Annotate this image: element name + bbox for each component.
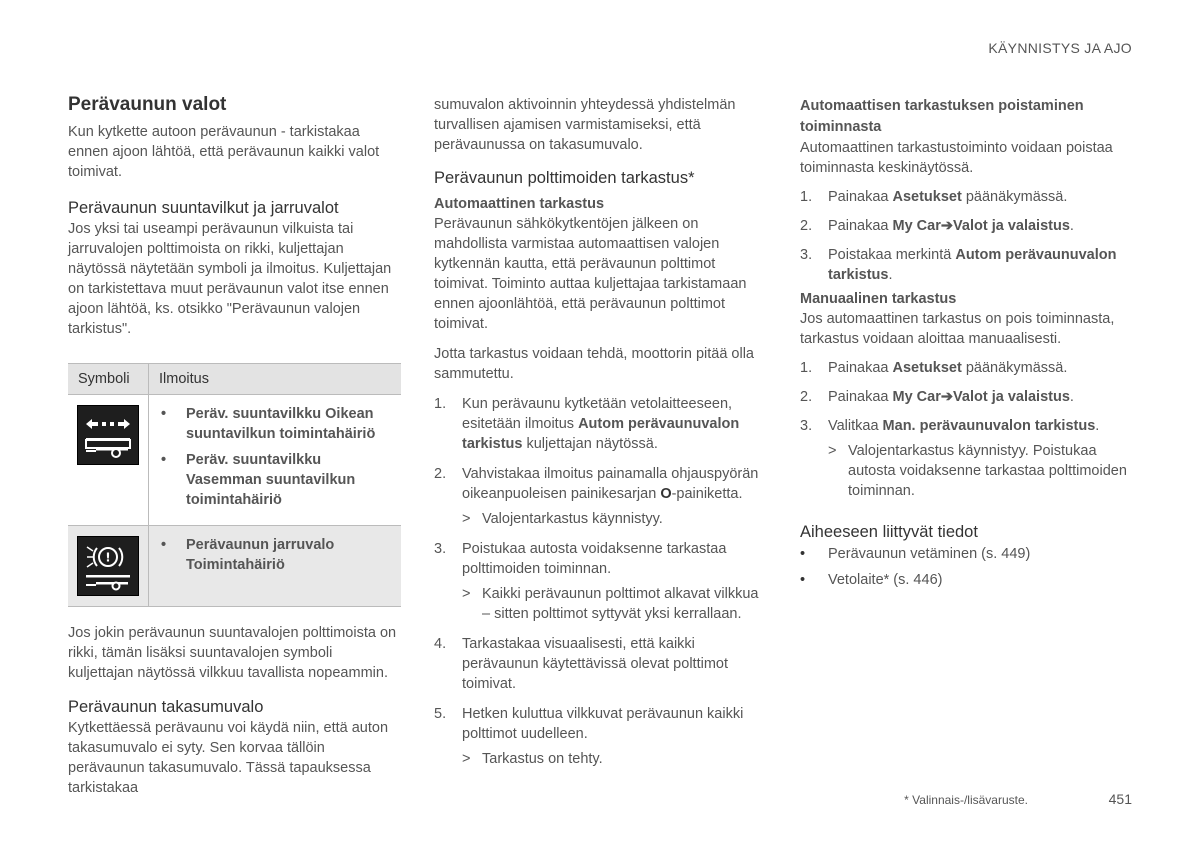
fog-light-text: Kytkettäessä perävaunu voi käydä niin, että auton takasumuvalo ei syty. Sen korvaa tällöin perävaunun takasumuvalo. Tässä tapauksessa tarkistakaa [68,720,389,796]
related-links [800,544,1130,590]
message-cell [149,395,402,526]
engine-note: Jotta tarkastus voidaan tehdä, moottorin pitää olla sammutettu. [434,346,754,382]
manual-check-text: Jos automaattinen tarkastus on pois toiminnasta, tarkastus voidaan aloittaa manuaalisesti. [800,311,1115,347]
step-item: 3. Poistakaa merkintä Autom perävaunuvalon tarkistus. [800,247,1117,283]
message-item: • Peräv. suuntavilkku Oikean suuntavilkun toimintahäiriö [158,404,390,444]
table-row [68,395,401,526]
step-item: 3. Valitkaa Man. perävaunuvalon tarkistus. > Valojentarkastus käynnistyy. Poistukaa autosta voidaksenne tarkastaa polttimoiden toiminnan. [800,416,1130,501]
step-item: 1. Kun perävaunu kytketään vetolaitteeseen, esitetään ilmoitus Autom perävaunuvalon tarkistus kuljettajan näytössä. [434,396,740,452]
column-3 [800,96,1130,596]
manual-check-heading: Manuaalinen tarkastus [800,291,957,307]
step-item: 1. Painakaa Asetukset päänäkymässä. [800,360,1068,376]
table-header-message: Ilmoitus [149,364,402,395]
related-link[interactable]: • Perävaunun vetäminen (s. 449) [800,546,1031,562]
step-result: > Kaikki perävaunun polttimot alkavat vilkkua – sitten polttimot syttyvät yksi kerrallaan. [462,586,759,622]
related-link[interactable]: • Vetolaite* (s. 446) [800,572,943,588]
symbol-table [68,363,401,607]
step-result: > Valojentarkastus käynnistyy. Poistukaa autosta voidaksenne tarkastaa polttimoiden toiminnan. [828,443,1127,499]
manual-steps [800,358,1130,501]
step-item: 1. Painakaa Asetukset päänäkymässä. [800,189,1068,205]
fog-light-heading: Perävaunun takasumuvalo [68,698,264,716]
table-row [68,526,401,607]
continued-text: sumuvalon aktivoinnin yhteydessä yhdistelmän turvallisen ajamisen varmistamiseksi, että perävaunussa on takasumuvalo. [434,97,736,153]
section-header: KÄYNNISTYS JA AJO [988,40,1132,56]
symbol-cell [68,526,149,607]
symbol-cell [68,395,149,526]
step-item: 2. Painakaa My Car➔Valot ja valaistus. [800,218,1074,234]
page-title: Perävaunun valot [68,94,227,115]
message-item: • Perävaunun jarruvalo Toimintahäiriö [158,535,390,575]
message-cell [149,526,402,607]
check-steps [434,394,760,769]
step-result: > Tarkastus on tehty. [462,751,603,767]
step-item: 2. Painakaa My Car➔Valot ja valaistus. [800,389,1074,405]
disable-auto-heading: Automaattisen tarkastuksen poistaminen toiminnasta [800,98,1084,135]
arrow-right-icon: ➔ [940,218,954,234]
table-header-symbol: Symboli [68,364,149,395]
related-heading: Aiheeseen liittyvät tiedot [800,523,978,541]
step-result: > Valojentarkastus käynnistyy. [462,511,663,527]
turn-brake-heading: Perävaunun suuntavilkut ja jarruvalot [68,199,339,217]
step-item: 3. Poistukaa autosta voidaksenne tarkastaa polttimoiden toiminnan. > Kaikki perävaunun polttimot alkavat vilkkua – sitten polttimot syttyvät yksi kerrallaan. [434,541,759,622]
column-1 [68,92,401,798]
turn-brake-text: Jos yksi tai useampi perävaunun vilkuista tai jarruvalojen polttimoista on rikki, kuljettajan näytössä näytetään symboli ja ilmoitus. Kuljettajan on tarkistettava muut perävaunun valot itse ennen ajoon lähtöä, ks. otsikko "Perävaunun valojen tarkistus". [68,221,392,337]
page-number: 451 [1108,791,1132,807]
auto-check-text: Perävaunun sähkökytkentöjen jälkeen on mahdollista varmistaa automaattisen valojen kytkennän kautta, että perävaunun polttimot toimivat. Toiminto auttaa kuljettajaa tarkistamaan ennen ajoonlähtöä, että perävaunun polttimot toimivat. [434,216,747,332]
bulb-check-heading: Perävaunun polttimoiden tarkastus* [434,169,695,187]
step-item: 4. Tarkastakaa visuaalisesti, että kaikki perävaunun käytettävissä olevat polttimot toimivat. [434,636,728,692]
disable-auto-text: Automaattinen tarkastustoiminto voidaan poistaa toiminnasta keskinäytössä. [800,140,1113,176]
svg-text:!: ! [105,550,111,565]
auto-check-heading: Automaattinen tarkastus [434,196,605,212]
after-table-text: Jos jokin perävaunun suuntavalojen polttimoista on rikki, tämän lisäksi suuntavalojen symboli kuljettajan näytössä vilkkuu tavallista nopeammin. [68,625,397,681]
step-item: 5. Hetken kuluttua vilkkuvat perävaunun kaikki polttimot uudelleen. > Tarkastus on tehty. [434,704,760,769]
column-2 [434,95,760,769]
intro-text: Kun kytkette autoon perävaunun - tarkistakaa ennen ajoon lähtöä, että perävaunun kaikki valot toimivat. [68,124,380,180]
step-item: 2. Vahvistakaa ilmoitus painamalla ohjauspyörän oikeanpuoleisen painikesarjan O-painiketta. > Valojentarkastus käynnistyy. [434,466,759,527]
disable-steps [800,187,1130,285]
message-item: • Peräv. suuntavilkku Vasemman suuntavilkun toimintahäiriö [158,450,390,510]
footnote: * Valinnais-/lisävaruste. [904,793,1028,807]
trailer-turn-signal-icon [77,405,139,465]
arrow-right-icon: ➔ [940,389,954,405]
trailer-brake-light-icon [77,536,139,596]
